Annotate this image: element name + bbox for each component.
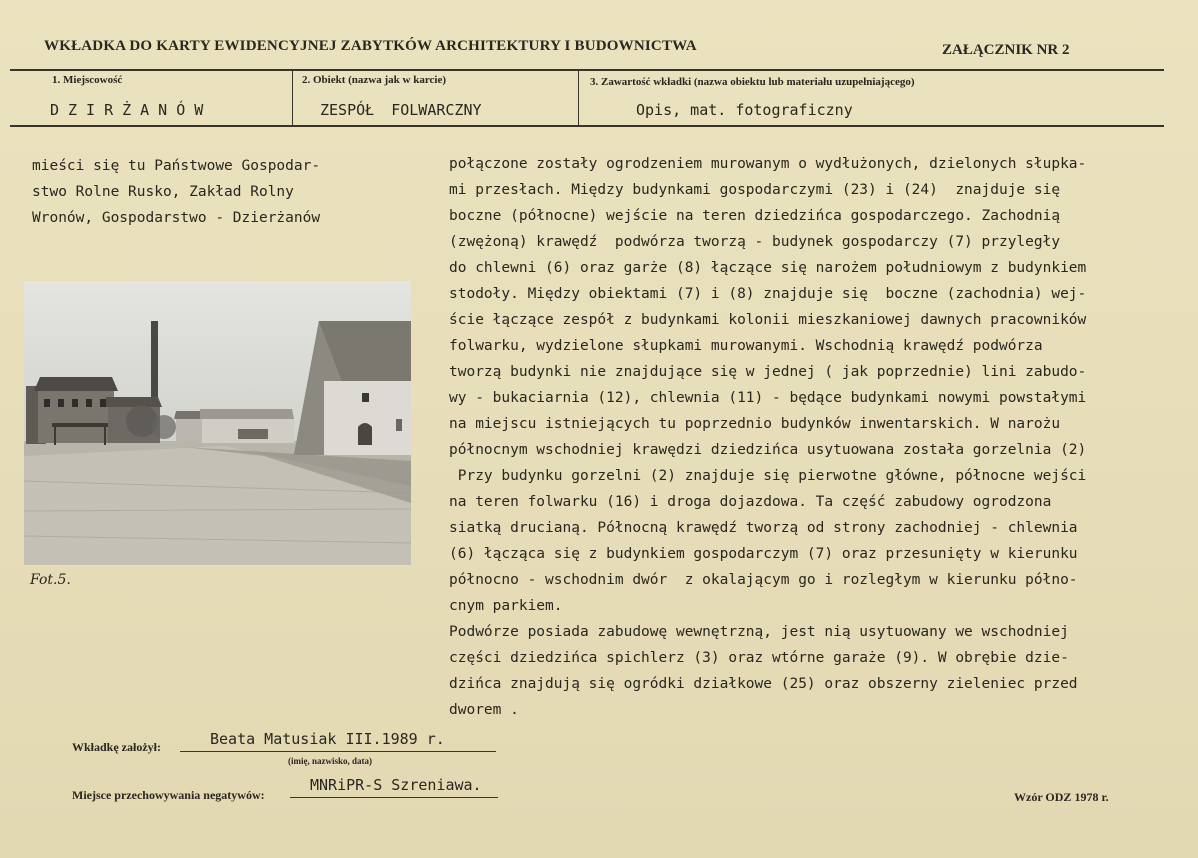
contents-label: 3. Zawartość wkładki (nazwa obiektu lub materiału uzupełniającego): [590, 76, 915, 88]
negatives-underline: [290, 797, 498, 798]
farm-photograph: [24, 281, 411, 565]
header-divider-2: [578, 70, 579, 126]
form-template-note: Wzór ODZ 1978 r.: [1014, 790, 1109, 804]
card-title: WKŁADKA DO KARTY EWIDENCYJNEJ ZABYTKÓW ARCHITEKTURY I BUDOWNICTWA: [44, 38, 697, 54]
description-text: połączone zostały ogrodzeniem murowanym o wydłużonych, dzielonych słupka- mi przesłach. Między budynkami gospodarczymi (23) i (24) znajduje się boczne (północne) wejście na teren dziedzińca gospodarczego. Zachodnią (zwężoną) krawędź podwórza tworzą - budynek gospodarczy (7) przyległy do chlewni (6) oraz garże (8) łączące się narożem południowym z budynkiem stodoły. Między obiektami (7) i (8) znajduje się boczne (zachodnia) wej- ście łączące zespół z budynkami kolonii mieszkaniowej dawnych pracowników folwarku, wydzielone słupkami murowanymi. Wschodnią krawędź podwórza tworzą budynki nie znajdujące się w jednej ( jak poprzednie) lini zabudo- wy - bukaciarnia (12), chlewnia (11) - będące budynkami nowymi powstałymi na miejscu istniejących tu poprzednio budynków inwentarskich. W narożu północnym wschodniej krawędzi dziedzińca usytuowana została gorzelnia (2) Przy budynku gorzelni (2) znajduje się pierwotne główne, północne wejści na teren folwarku (16) i droga dojazdowa. Ta część zabudowy ogrodzona siatką drucianą. Północną krawędź tworzą od strony zachodniej - chlewnia (6) łącząca się z budynkiem gospodarczym (7) oraz przesunięty w kierunku północno - wschodnim dwór z okalającym go i rozległym w kierunku półno- cnym parkiem. Podwórze posiada zabudowę wewnętrzną, jest nią usytuowany we wschodniej części dziedzińca spichlerz (3) oraz wtórne garaże (9). W obrębie dzie- dzińca znajdują się ogródki działkowe (25) oraz obszerny zieleniec przed dworem .: [449, 156, 1087, 718]
author-underline: [180, 751, 496, 752]
negatives-label: Miejsce przechowywania negatywów:: [72, 788, 265, 802]
object-label: 2. Obiekt (nazwa jak w karcie): [302, 74, 447, 86]
place-label: 1. Miejscowość: [52, 74, 123, 86]
header-divider-1: [292, 70, 293, 126]
annex-number: ZAŁĄCZNIK NR 2: [942, 42, 1070, 58]
author-sublabel: (imię, nazwisko, data): [288, 756, 372, 766]
negatives-value: MNRiPR-S Szreniawa.: [310, 776, 482, 794]
object-value: ZESPÓŁ FOLWARCZNY: [320, 101, 482, 119]
photo-caption: Fot.5.: [30, 572, 71, 588]
author-value: Beata Matusiak III.1989 r.: [210, 730, 445, 748]
place-value: DZIRŻANÓW: [50, 101, 213, 119]
author-label: Wkładkę założył:: [72, 740, 161, 754]
left-column-text: mieści się tu Państwowe Gospodar- stwo Rolne Rusko, Zakład Rolny Wronów, Gospodarstwo - Dzierżanów: [32, 158, 321, 226]
header-rule-top: [10, 69, 1164, 71]
header-rule-bottom: [10, 125, 1164, 127]
contents-value: Opis, mat. fotograficzny: [636, 101, 853, 119]
